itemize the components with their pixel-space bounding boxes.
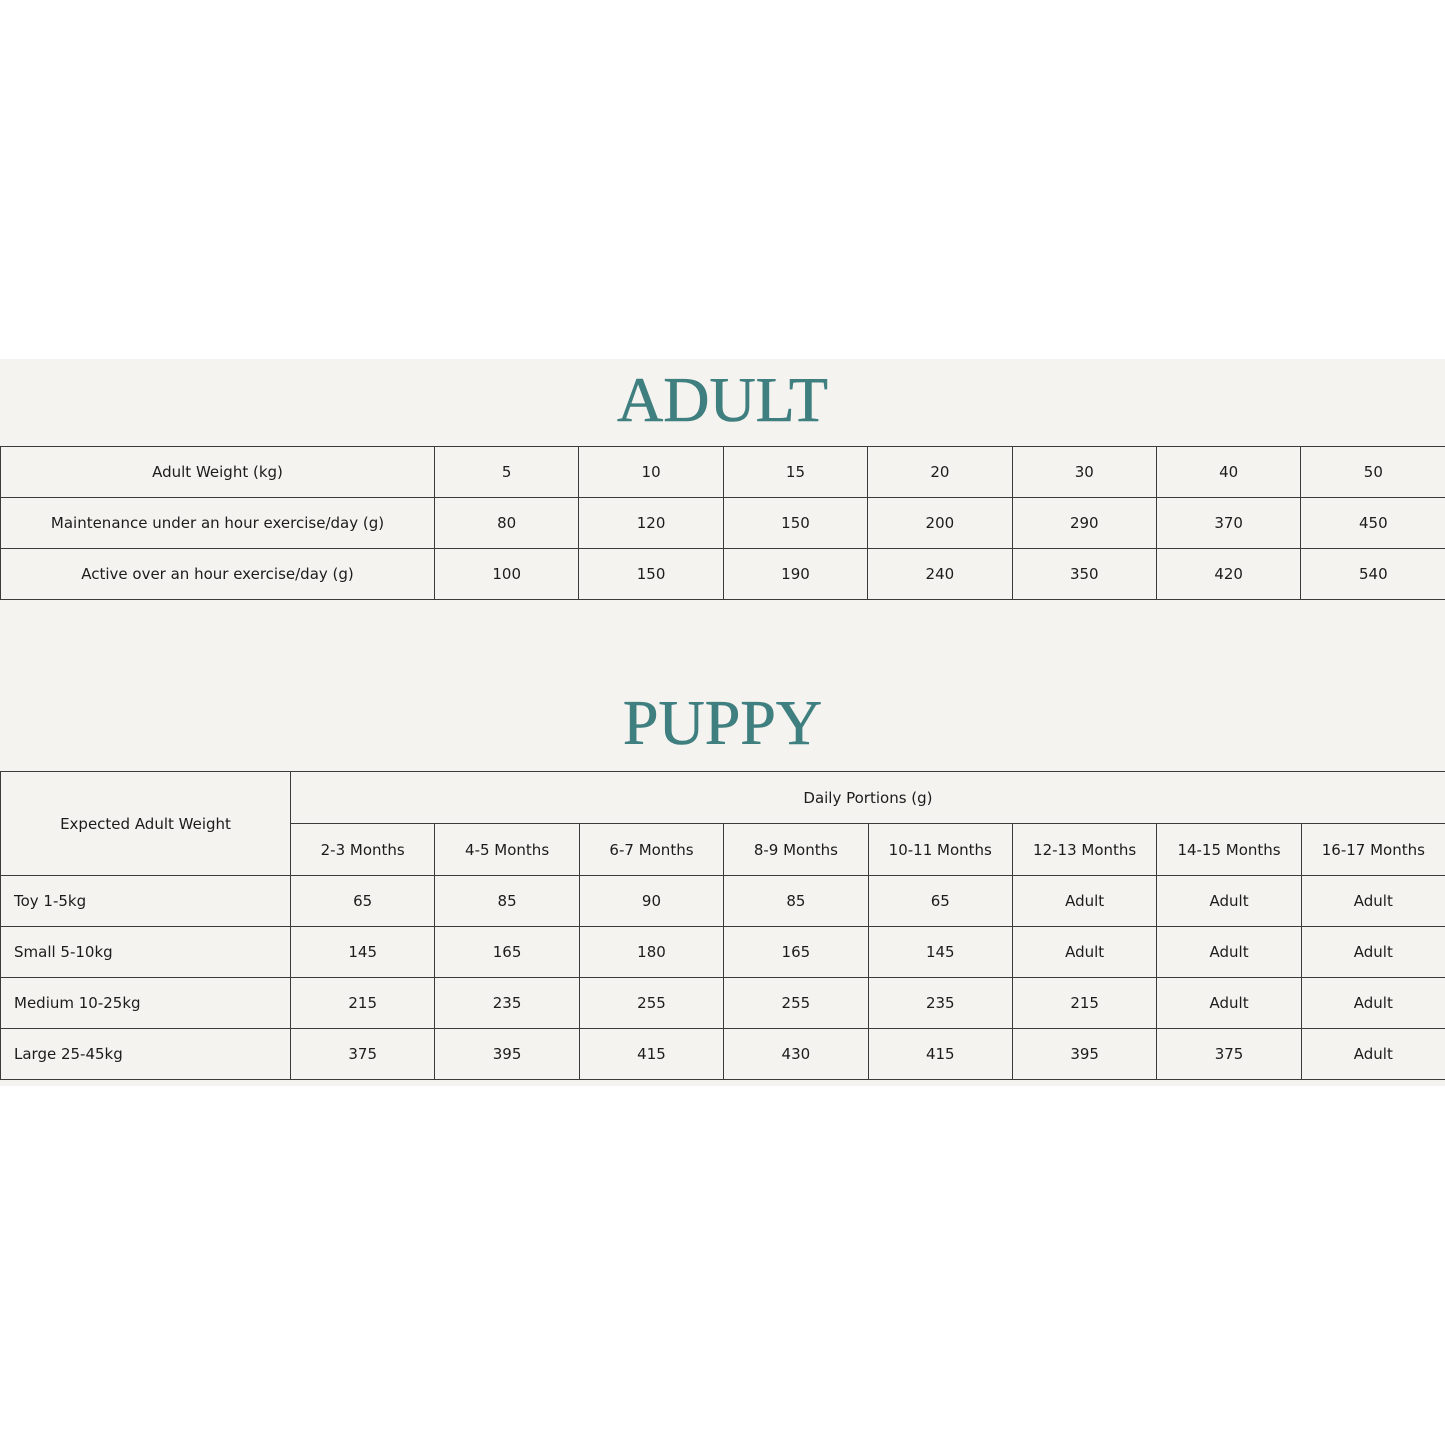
adult-maintenance-row bbox=[1, 498, 1445, 549]
portion-cell: 80 bbox=[435, 498, 579, 549]
portion-cell: Adult bbox=[1301, 927, 1445, 978]
age-column-header: 6-7 Months bbox=[579, 824, 723, 876]
age-column-header: 4-5 Months bbox=[435, 824, 579, 876]
adult-section-title: ADULT bbox=[617, 364, 828, 435]
row-label: Active over an hour exercise/day (g) bbox=[1, 549, 435, 600]
adult-weight-row bbox=[1, 447, 1445, 498]
puppy-section-title: PUPPY bbox=[622, 687, 823, 758]
size-label: Small 5-10kg bbox=[1, 927, 291, 978]
puppy-row-small bbox=[1, 927, 1445, 978]
portion-cell: 415 bbox=[579, 1029, 723, 1080]
portion-cell: 255 bbox=[579, 978, 723, 1029]
portion-cell: Adult bbox=[1157, 876, 1301, 927]
adult-weight-value: 30 bbox=[1012, 447, 1156, 498]
portion-cell: 395 bbox=[1012, 1029, 1156, 1080]
portion-cell: 145 bbox=[868, 927, 1012, 978]
adult-weight-value: 5 bbox=[435, 447, 579, 498]
portion-cell: 85 bbox=[435, 876, 579, 927]
portion-cell: 240 bbox=[868, 549, 1012, 600]
portion-cell: 65 bbox=[291, 876, 435, 927]
daily-portions-header: Daily Portions (g) bbox=[291, 772, 1445, 824]
portion-cell: 215 bbox=[291, 978, 435, 1029]
age-column-header: 10-11 Months bbox=[868, 824, 1012, 876]
portion-cell: 150 bbox=[723, 498, 867, 549]
portion-cell: 430 bbox=[724, 1029, 868, 1080]
portion-cell: Adult bbox=[1301, 978, 1445, 1029]
portion-cell: 370 bbox=[1156, 498, 1300, 549]
portion-cell: 420 bbox=[1156, 549, 1300, 600]
expected-adult-weight-header: Expected Adult Weight bbox=[1, 772, 291, 876]
portion-cell: 190 bbox=[723, 549, 867, 600]
portion-cell: 120 bbox=[579, 498, 723, 549]
portion-cell: 350 bbox=[1012, 549, 1156, 600]
portion-cell: 90 bbox=[579, 876, 723, 927]
portion-cell: 200 bbox=[868, 498, 1012, 549]
portion-cell: 290 bbox=[1012, 498, 1156, 549]
portion-cell: 375 bbox=[291, 1029, 435, 1080]
portion-cell: 375 bbox=[1157, 1029, 1301, 1080]
size-label: Medium 10-25kg bbox=[1, 978, 291, 1029]
portion-cell: 235 bbox=[868, 978, 1012, 1029]
adult-active-row bbox=[1, 549, 1445, 600]
row-label: Maintenance under an hour exercise/day (g) bbox=[1, 498, 435, 549]
adult-feeding-table bbox=[0, 446, 1445, 600]
age-column-header: 2-3 Months bbox=[291, 824, 435, 876]
portion-cell: Adult bbox=[1157, 927, 1301, 978]
age-column-header: 14-15 Months bbox=[1157, 824, 1301, 876]
portion-cell: Adult bbox=[1157, 978, 1301, 1029]
size-label: Large 25-45kg bbox=[1, 1029, 291, 1080]
adult-weight-header: Adult Weight (kg) bbox=[1, 447, 435, 498]
portion-cell: Adult bbox=[1301, 876, 1445, 927]
portion-cell: 415 bbox=[868, 1029, 1012, 1080]
portion-cell: 215 bbox=[1012, 978, 1156, 1029]
portion-cell: Adult bbox=[1012, 927, 1156, 978]
portion-cell: 150 bbox=[579, 549, 723, 600]
puppy-row-large bbox=[1, 1029, 1445, 1080]
portion-cell: Adult bbox=[1012, 876, 1156, 927]
adult-weight-value: 40 bbox=[1156, 447, 1300, 498]
portion-cell: 180 bbox=[579, 927, 723, 978]
portion-cell: 395 bbox=[435, 1029, 579, 1080]
size-label: Toy 1-5kg bbox=[1, 876, 291, 927]
puppy-feeding-table bbox=[0, 771, 1445, 1080]
adult-weight-value: 15 bbox=[723, 447, 867, 498]
adult-weight-value: 10 bbox=[579, 447, 723, 498]
portion-cell: 165 bbox=[435, 927, 579, 978]
portion-cell: 145 bbox=[291, 927, 435, 978]
portion-cell: 85 bbox=[724, 876, 868, 927]
portion-cell: 450 bbox=[1301, 498, 1445, 549]
age-column-header: 8-9 Months bbox=[724, 824, 868, 876]
portion-cell: 255 bbox=[724, 978, 868, 1029]
portion-cell: 65 bbox=[868, 876, 1012, 927]
puppy-row-medium bbox=[1, 978, 1445, 1029]
age-column-header: 16-17 Months bbox=[1301, 824, 1445, 876]
adult-weight-value: 20 bbox=[868, 447, 1012, 498]
portion-cell: 235 bbox=[435, 978, 579, 1029]
portion-cell: Adult bbox=[1301, 1029, 1445, 1080]
age-column-header: 12-13 Months bbox=[1012, 824, 1156, 876]
portion-cell: 100 bbox=[435, 549, 579, 600]
adult-weight-value: 50 bbox=[1301, 447, 1445, 498]
portion-cell: 165 bbox=[724, 927, 868, 978]
puppy-row-toy bbox=[1, 876, 1445, 927]
portion-cell: 540 bbox=[1301, 549, 1445, 600]
puppy-header-row-1 bbox=[1, 772, 1445, 824]
